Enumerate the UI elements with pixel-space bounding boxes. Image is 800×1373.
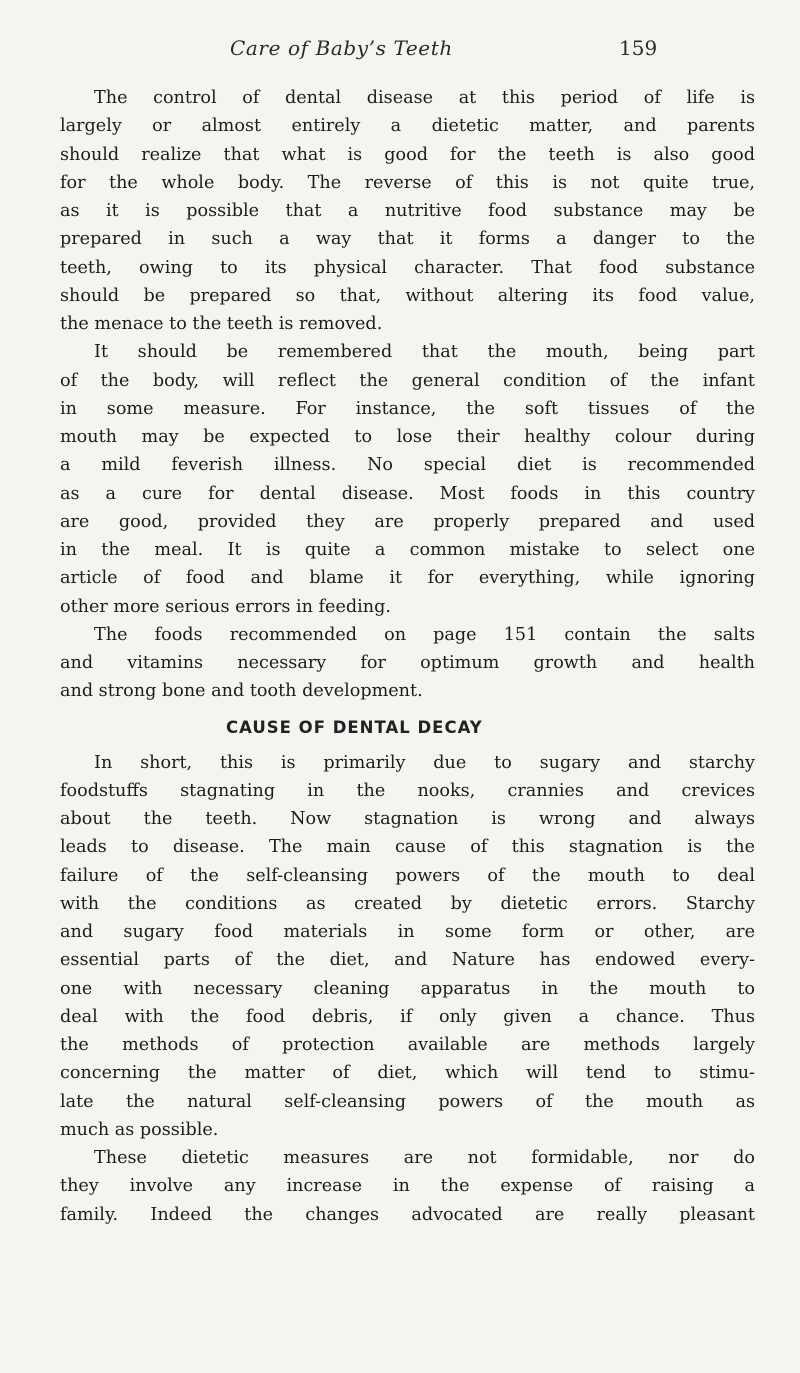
text-line: other more serious errors in feeding. [60, 596, 391, 617]
text-line: a mild feverish illness. No special diet is recommended [60, 455, 755, 476]
running-title: Care of Baby’s Teeth [230, 36, 453, 60]
body-text [60, 84, 755, 1229]
text-line: It should be remembered that the mouth, being part [94, 342, 755, 363]
text-line: leads to disease. The main cause of this stagnation is the [60, 837, 755, 858]
text-line: of the body, will reflect the general condition of the infant [60, 370, 755, 391]
text-line: in some measure. For instance, the soft tissues of the [60, 398, 755, 419]
text-line: deal with the food debris, if only given a chance. Thus [60, 1006, 755, 1027]
paragraph [60, 621, 755, 706]
paragraph [60, 749, 755, 1145]
text-line: teeth, owing to its physical character. That food substance [60, 257, 755, 278]
running-header [0, 36, 800, 70]
text-line: essential parts of the diet, and Nature has endowed every- [60, 950, 755, 971]
text-line: failure of the self-cleansing powers of the mouth to deal [60, 865, 755, 886]
text-line: prepared in such a way that it forms a danger to the [60, 229, 755, 250]
text-line: mouth may be expected to lose their healthy colour during [60, 427, 755, 447]
text-line: family. Indeed the changes advocated are really pleasant [60, 1204, 755, 1225]
text-line: as a cure for dental disease. Most foods in this country [60, 483, 755, 504]
text-line: The control of dental disease at this period of life is [94, 88, 755, 108]
text-line: the menace to the teeth is removed. [60, 314, 383, 334]
text-line: about the teeth. Now stagnation is wrong and always [60, 809, 755, 829]
text-line: The foods recommended on page 151 contain the salts [94, 624, 755, 645]
text-line: with the conditions as created by dietetic errors. Starchy [60, 893, 755, 914]
paragraph [60, 1144, 755, 1229]
text-line: concerning the matter of diet, which will tend to stimu- [60, 1063, 755, 1084]
text-line: for the whole body. The reverse of this is not quite true, [60, 172, 755, 193]
text-line: and vitamins necessary for optimum growth and health [60, 653, 755, 673]
text-line: one with necessary cleaning apparatus in the mouth to [60, 978, 755, 999]
text-line: in the meal. It is quite a common mistake to select one [60, 540, 755, 560]
text-line: foodstuffs stagnating in the nooks, crannies and crevices [60, 780, 755, 801]
text-line: much as possible. [60, 1119, 219, 1140]
text-line: largely or almost entirely a dietetic matter, and parents [60, 116, 755, 137]
text-line: should be prepared so that, without altering its food value, [60, 285, 755, 306]
text-line: In short, this is primarily due to sugary and starchy [94, 752, 755, 773]
text-line: and sugary food materials in some form or other, are [60, 922, 755, 942]
text-line: late the natural self-cleansing powers of the mouth as [60, 1091, 755, 1112]
text-line: they involve any increase in the expense of raising a [60, 1176, 755, 1197]
text-line: These dietetic measures are not formidable, nor do [94, 1148, 755, 1168]
text-line: should realize that what is good for the teeth is also good [60, 144, 755, 165]
text-line: the methods of protection available are methods largely [60, 1035, 755, 1055]
page-number: 159 [619, 36, 658, 60]
text-line: are good, provided they are properly prepared and used [60, 511, 755, 532]
text-line: article of food and blame it for everything, while ignoring [60, 568, 755, 589]
text-line: as it is possible that a nutritive food substance may be [60, 201, 755, 221]
section-heading: CAUSE OF DENTAL DECAY [226, 717, 483, 737]
paragraph [60, 84, 755, 338]
text-line: and strong bone and tooth development. [60, 681, 423, 702]
paragraph [60, 338, 755, 621]
